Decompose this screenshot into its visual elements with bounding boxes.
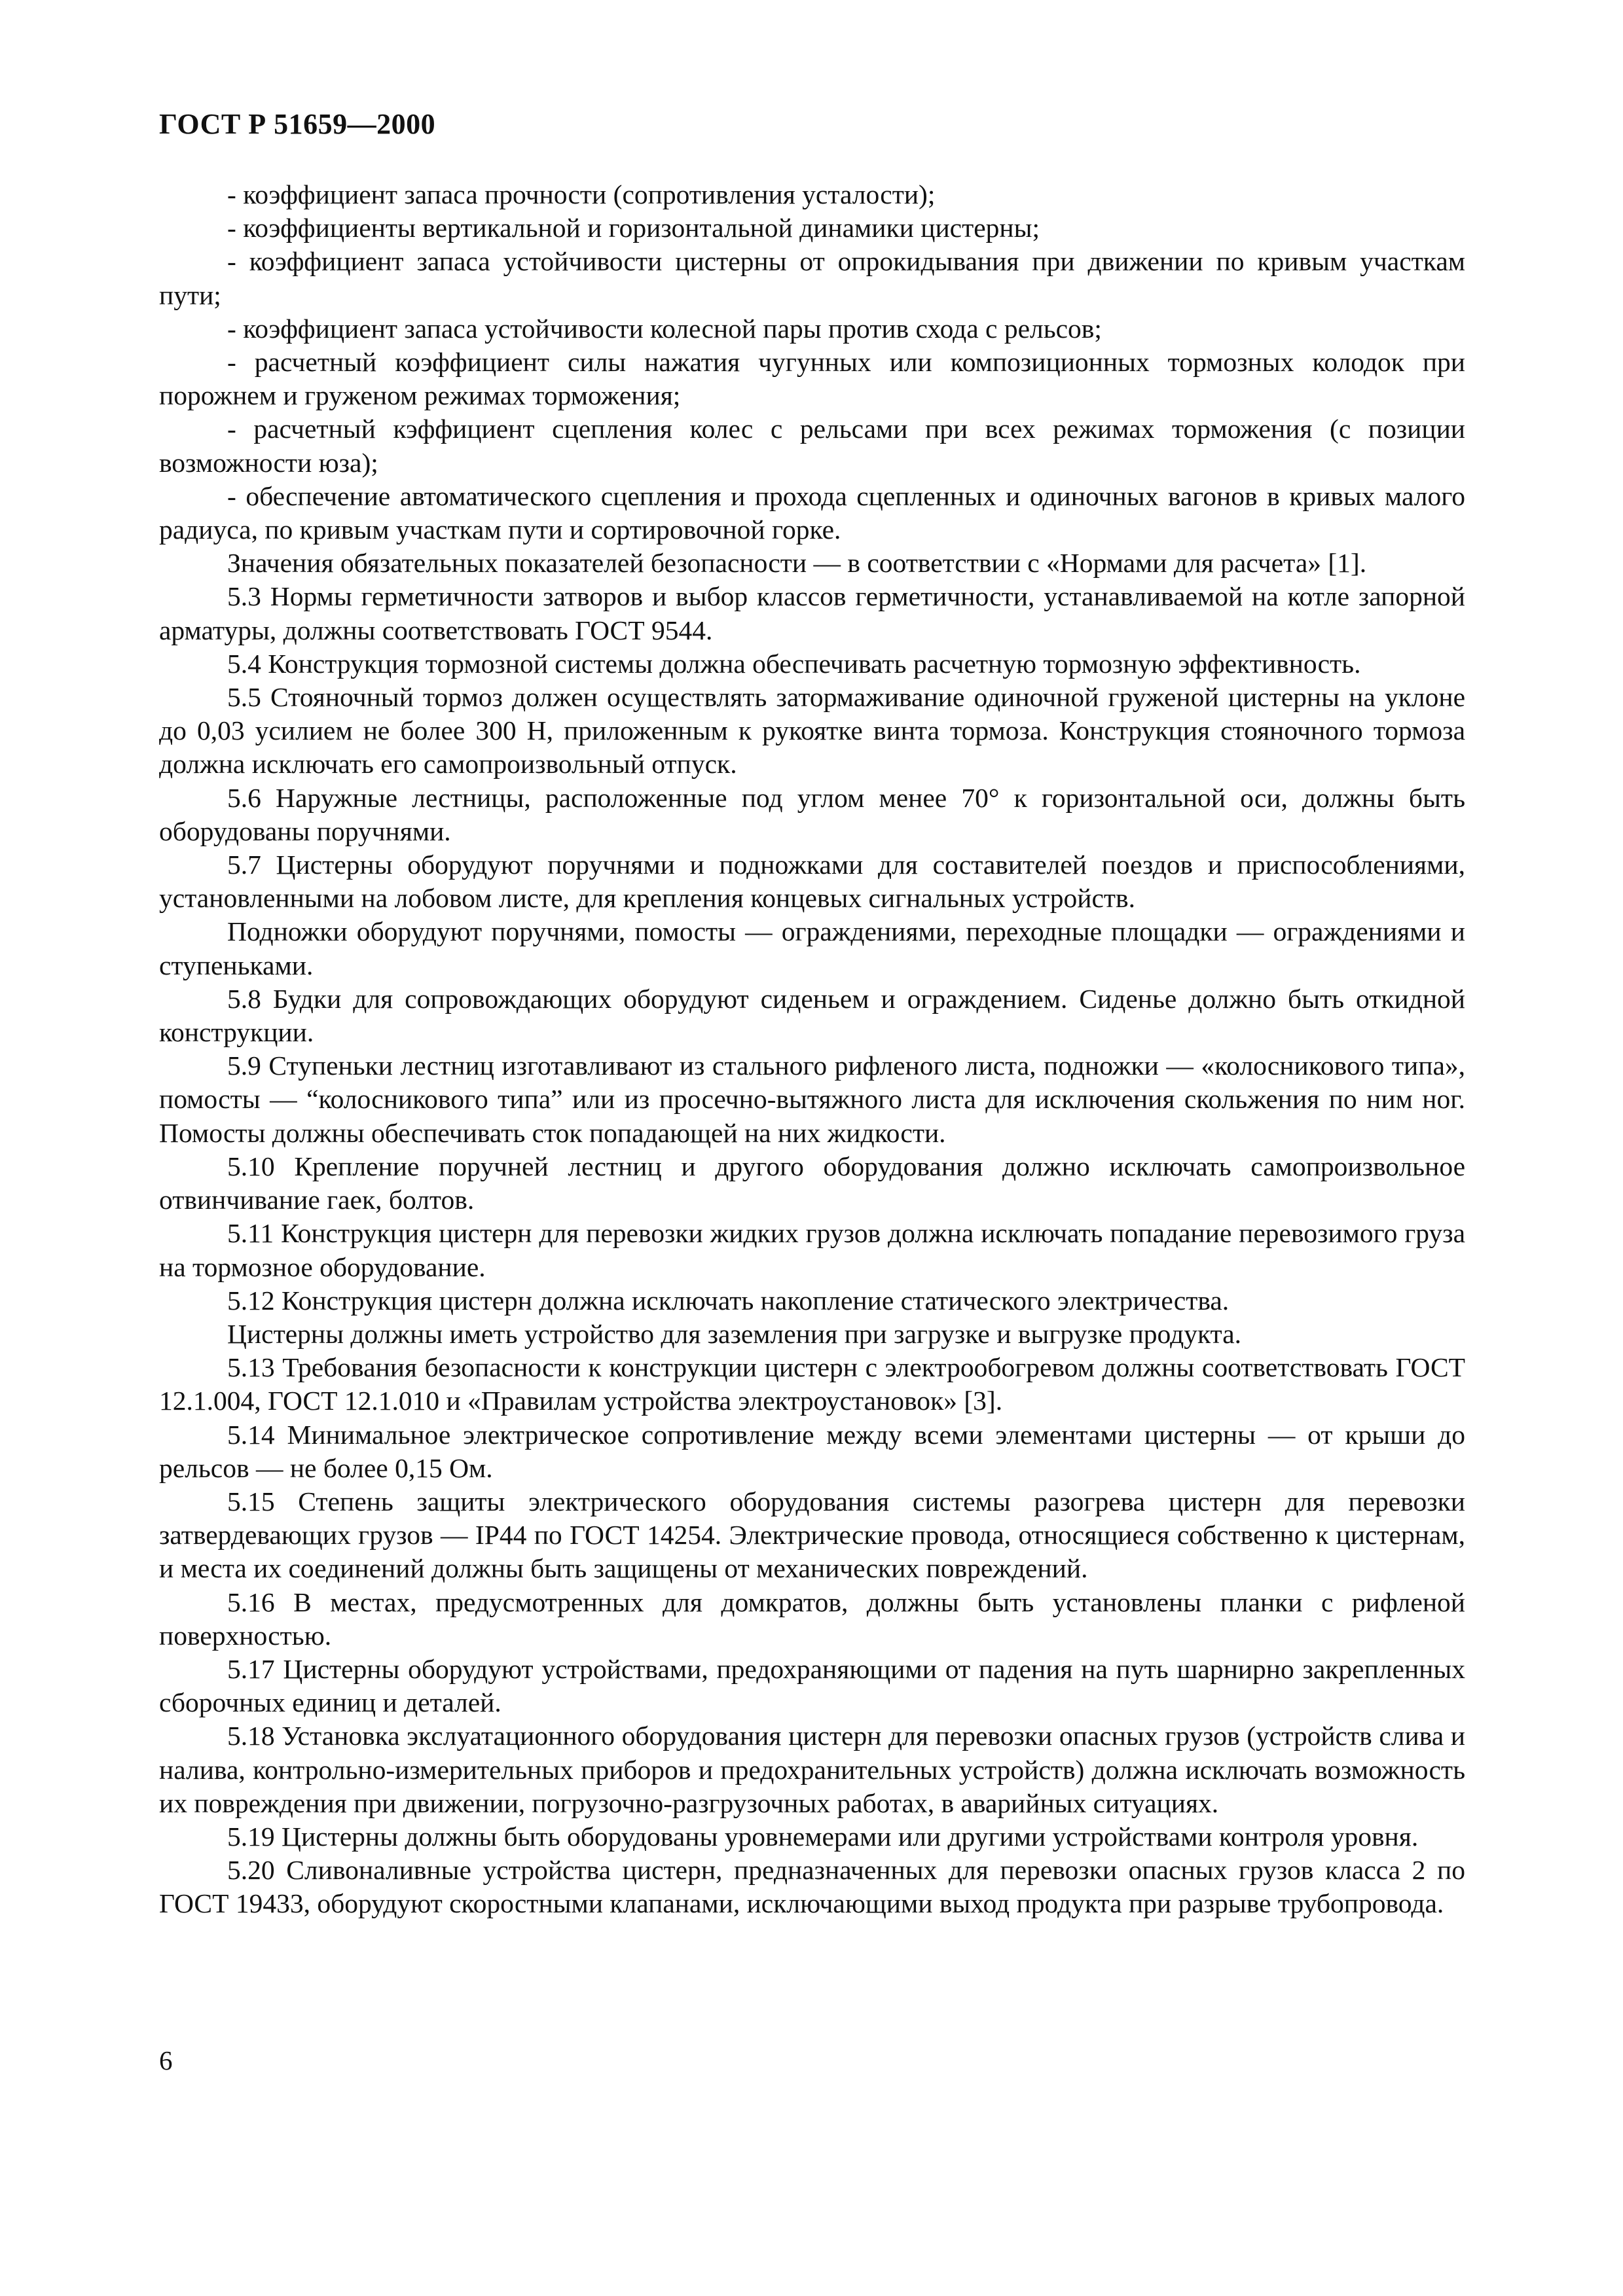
paragraph: 5.8 Будки для сопровождающих оборудуют сиденьем и ограждением. Сиденье должно быть откидной конструкции. <box>159 983 1465 1048</box>
paragraph: Подножки оборудуют поручнями, помосты — ограждениями, переходные площадки — ограждениями и ступеньками. <box>159 916 1465 980</box>
paragraph: Цистерны должны иметь устройство для заземления при загрузке и выгрузке продукта. <box>227 1318 1241 1349</box>
paragraph: 5.10 Крепление поручней лестниц и другого оборудования должно исключать самопроизвольное отвинчивание гаек, болтов. <box>159 1151 1465 1215</box>
paragraph: 5.19 Цистерны должны быть оборудованы уровнемерами или другими устройствами контроля уровня. <box>227 1821 1419 1852</box>
paragraph: 5.14 Минимальное электрическое сопротивление между всеми элементами цистерны — от крыши до рельсов — не более 0,15 Ом. <box>159 1419 1465 1483</box>
page-number: 6 <box>159 2045 173 2075</box>
paragraph: - обеспечение автоматического сцепления и прохода сцепленных и одиночных вагонов в кривых малого радиуса, по кривым участкам пути и сортировочной горке. <box>159 480 1465 545</box>
paragraph: 5.15 Степень защиты электрического оборудования системы разогрева цистерн для перевозки затвердевающих грузов — IP44 по ГОСТ 14254. Электрические провода, относящиеся собственно к цистернам, и места их соединений должны быть защищены от механических повреждений. <box>159 1486 1465 1584</box>
paragraph: 5.16 В местах, предусмотренных для домкратов, должны быть установлены планки с рифленой поверхностью. <box>159 1587 1465 1651</box>
paragraph: - расчетный коэффициент силы нажатия чугунных или композиционных тормозных колодок при порожнем и груженом режимах торможения; <box>159 347 1465 411</box>
paragraph: 5.7 Цистерны оборудуют поручнями и подножками для составителей поездов и приспособлениями, установленными на лобовом листе, для крепления концевых сигнальных устройств. <box>159 850 1465 914</box>
paragraph: 5.12 Конструкция цистерн должна исключать накопление статического электричества. <box>227 1285 1230 1316</box>
paragraph: 5.5 Стояночный тормоз должен осуществлять затормаживание одиночной груженой цистерны на уклоне до 0,03 усилием не более 300 Н, приложенным к рукоятке винта тормоза. Конструкция стояночного тормоза должна исключать его самопроизвольный отпуск. <box>159 682 1465 780</box>
paragraph: - коэффициенты вертикальной и горизонтальной динамики цистерны; <box>227 213 1040 243</box>
paragraph: - коэффициент запаса устойчивости колесной пары против схода с рельсов; <box>227 313 1102 344</box>
paragraph: 5.4 Конструкция тормозной системы должна обеспечивать расчетную тормозную эффективность. <box>227 648 1361 679</box>
paragraph: 5.3 Нормы герметичности затворов и выбор классов герметичности, устанавливаемой на котле запорной арматуры, должны соответствовать ГОСТ 9544. <box>159 581 1465 645</box>
paragraph: Значения обязательных показателей безопасности — в соответствии с «Нормами для расчета» [1]. <box>227 548 1367 579</box>
paragraph: 5.17 Цистерны оборудуют устройствами, предохраняющими от падения на путь шарнирно закрепленных сборочных единиц и деталей. <box>159 1653 1465 1718</box>
paragraph: 5.6 Наружные лестницы, расположенные под углом менее 70° к горизонтальной оси, должны быть оборудованы поручнями. <box>159 782 1465 846</box>
paragraph: - коэффициент запаса прочности (сопротивления усталости); <box>227 179 936 209</box>
document-body <box>159 178 1465 1921</box>
paragraph: 5.20 Сливоналивные устройства цистерн, предназначенных для перевозки опасных грузов класса 2 по ГОСТ 19433, оборудуют скоростными клапанами, исключающими выход продукта при разрыве трубопровода. <box>159 1855 1465 1919</box>
document-header: ГОСТ Р 51659—2000 <box>159 108 436 140</box>
paragraph: - коэффициент запаса устойчивости цистерны от опрокидывания при движении по кривым участкам пути; <box>159 246 1465 310</box>
paragraph: 5.11 Конструкция цистерн для перевозки жидких грузов должна исключать попадание перевозимого груза на тормозное оборудование. <box>159 1218 1465 1282</box>
paragraph: 5.18 Установка экслуатационного оборудования цистерн для перевозки опасных грузов (устройств слива и налива, контрольно-измерительных приборов и предохранительных устройств) должна исключать возможность их повреждения при движении, погрузочно-разгрузочных работах, в аварийных ситуациях. <box>159 1721 1465 1818</box>
paragraph: - расчетный кэффициент сцепления колес с рельсами при всех режимах торможения (с позиции возможности юза); <box>159 414 1465 478</box>
paragraph: 5.9 Ступеньки лестниц изготавливают из стального рифленого листа, подножки — «колосникового типа», помосты — “колосникового типа” или из просечно-вытяжного листа для исключения скольжения по ним ног. Помосты должны обеспечивать сток попадающей на них жидкости. <box>159 1050 1465 1148</box>
paragraph: 5.13 Требования безопасности к конструкции цистерн с электрообогревом должны соответствовать ГОСТ 12.1.004, ГОСТ 12.1.010 и «Правилам устройства электроустановок» [3]. <box>159 1352 1465 1416</box>
